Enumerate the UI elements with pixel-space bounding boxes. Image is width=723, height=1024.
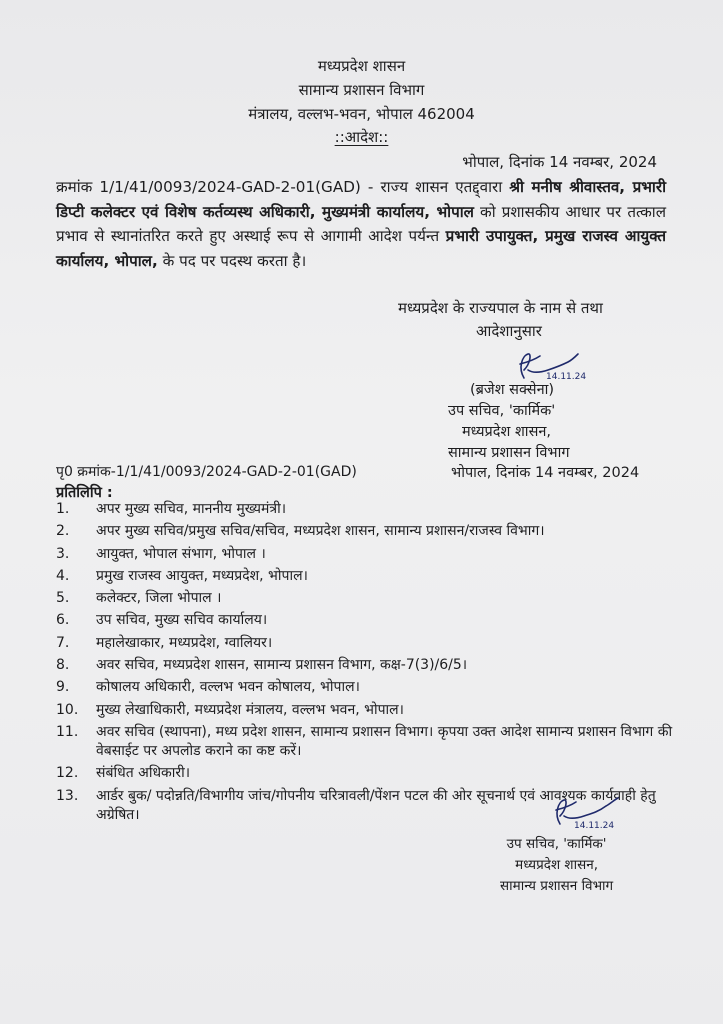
signatory-1-govt: मध्यप्रदेश शासन, <box>462 424 552 440</box>
list-item <box>56 589 676 608</box>
list-item-number: 8. <box>56 657 70 674</box>
list-item-text: महालेखाकार, मध्यप्रदेश, ग्वालियर। <box>96 634 273 651</box>
order-text-2: को प्रशासकीय आधार पर तत्काल प्रभाव से स्थानांतरित करते हुए अस्थाई रूप से आगामी आदेश पर्यन्त <box>56 202 666 245</box>
list-item-text: अवर सचिव, मध्यप्रदेश शासन, सामान्य प्रशासन विभाग, कक्ष-7(3)/6/5। <box>96 657 468 674</box>
order-heading-text: ::आदेश:: <box>334 128 389 146</box>
list-item <box>56 701 676 720</box>
order-body <box>56 175 666 273</box>
governor-authority <box>398 297 603 343</box>
signatory-1-dept: सामान्य प्रशासन विभाग <box>448 445 570 461</box>
list-item <box>56 545 676 564</box>
new-post: प्रभारी उपायुक्त, प्रमुख राजस्व आयुक्त कार्यालय, भोपाल, <box>56 227 667 270</box>
list-item-text: मुख्य लेखाधिकारी, मध्यप्रदेश मंत्रालय, वल्लभ भवन, भोपाल। <box>96 701 404 718</box>
list-item <box>56 723 676 761</box>
list-item-text: उप सचिव, मुख्य सचिव कार्यालय। <box>96 612 268 629</box>
signatory-2-designation: उप सचिव, 'कार्मिक' <box>506 836 607 852</box>
list-item <box>56 500 676 519</box>
order-text-1: राज्य शासन एतद्द्वारा <box>373 178 510 196</box>
list-item <box>56 678 676 697</box>
header-address: मंत्रालय, वल्लभ-भवन, भोपाल 462004 <box>248 105 475 123</box>
header-govt: मध्यप्रदेश शासन <box>317 57 406 75</box>
list-item-number: 3. <box>56 545 70 562</box>
list-item-text: संबंधित अधिकारी। <box>96 765 191 782</box>
list-item-number: 5. <box>56 590 70 607</box>
copy-ref-no: पृ0 क्रमांक-1/1/41/0093/2024-GAD-2-01(GAD) <box>56 464 357 480</box>
signature-2-icon <box>548 792 628 832</box>
signature-1-icon <box>510 348 590 384</box>
list-item-number: 1. <box>56 501 70 517</box>
list-item-number: 6. <box>56 612 70 629</box>
list-item <box>56 567 676 586</box>
list-item-number: 4. <box>56 567 70 584</box>
list-item-number: 2. <box>56 523 70 540</box>
list-item <box>56 656 676 675</box>
list-item <box>56 522 676 541</box>
governor-line-2: आदेशानुसार <box>476 322 542 340</box>
list-item-number: 10. <box>56 701 79 718</box>
list-item <box>56 611 676 630</box>
recipient-list <box>56 500 676 828</box>
signatory-2 <box>500 834 613 897</box>
signatory-2-govt: मध्यप्रदेश शासन, <box>515 857 599 873</box>
svg-text:14.11.24: 14.11.24 <box>546 372 587 382</box>
list-item-text: अवर सचिव (स्थापना), मध्य प्रदेश शासन, सामान्य प्रशासन विभाग। कृपया उक्त आदेश सामान्य प्रशासन विभाग की वेबसाईट पर अपलोड कराने का कष्ट करें। <box>96 723 673 759</box>
list-item <box>56 634 676 653</box>
list-item-number: 11. <box>56 723 79 740</box>
order-heading <box>0 127 723 147</box>
copy-date: भोपाल, दिनांक 14 नवम्बर, 2024 <box>451 465 640 481</box>
officer-name: श्री मनीष श्रीवास्तव, प्रभारी डिप्टी कलेक्टर एवं विशेष कर्तव्यस्थ अधिकारी, मुख्यमंत्री कार्यालय, भोपाल <box>56 178 666 221</box>
list-item-text: कोषालय अधिकारी, वल्लभ भवन कोषालय, भोपाल। <box>96 679 360 696</box>
list-item-number: 7. <box>56 634 70 651</box>
signatory-2-dept: सामान्य प्रशासन विभाग <box>500 878 614 894</box>
list-item-text: आर्डर बुक/ पदोन्नति/विभागीय जांच/गोपनीय चरित्रावली/पेंशन पटल की ओर सूचनार्थ एवं आवश्यक कार्यवाही हेतु अग्रेषित। <box>96 787 656 823</box>
governor-line-1: मध्यप्रदेश के राज्यपाल के नाम से तथा <box>398 299 603 317</box>
signatory-1-name: (ब्रजेश सक्सेना) <box>470 382 555 398</box>
list-item-number: 12. <box>56 765 79 782</box>
signatory-1 <box>448 380 570 464</box>
list-item-text: अपर मुख्य सचिव/प्रमुख सचिव/सचिव, मध्यप्रदेश शासन, सामान्य प्रशासन/राजस्व विभाग। <box>96 523 545 540</box>
list-item <box>56 764 676 783</box>
order-date: भोपाल, दिनांक 14 नवम्बर, 2024 <box>462 153 657 171</box>
list-item-text: आयुक्त, भोपाल संभाग, भोपाल । <box>96 545 266 562</box>
list-item-text: प्रमुख राजस्व आयुक्त, मध्यप्रदेश, भोपाल। <box>96 567 308 584</box>
list-item-text: कलेक्टर, जिला भोपाल । <box>96 590 222 607</box>
order-text-3: के पद पर पदस्थ करता है। <box>157 251 307 270</box>
svg-text:14.11.24: 14.11.24 <box>574 821 615 831</box>
list-item-number: 13. <box>56 787 79 804</box>
header-department: सामान्य प्रशासन विभाग <box>298 81 425 99</box>
list-item-number: 9. <box>56 679 70 696</box>
signatory-1-designation: उप सचिव, 'कार्मिक' <box>448 403 556 419</box>
list-item-text: अपर मुख्य सचिव, माननीय मुख्यमंत्री। <box>96 501 287 517</box>
copy-title: प्रतिलिपि : <box>56 485 113 501</box>
order-ref-no: क्रमांक 1/1/41/0093/2024-GAD-2-01(GAD) - <box>56 178 374 196</box>
